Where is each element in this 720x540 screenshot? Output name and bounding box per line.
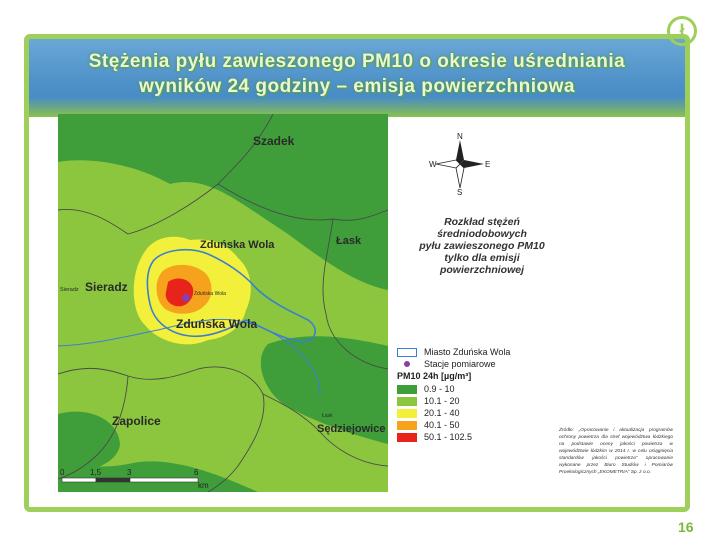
- legend-stations-label: Stacje pomiarowe: [424, 359, 496, 369]
- scale-tick-1-5: 1,5: [90, 468, 102, 477]
- legend-boundary-label: Miasto Zduńska Wola: [424, 347, 511, 357]
- place-label-szadek: Szadek: [253, 134, 295, 148]
- compass-rose-icon: [428, 132, 492, 196]
- place-label-station: Zduńska Wola: [194, 291, 226, 297]
- legend-title: [392, 216, 572, 276]
- legend-class-label: 0.9 - 10: [424, 384, 455, 394]
- page-number: 16: [678, 519, 694, 535]
- legend-station-swatch: [397, 360, 417, 369]
- legend-class-row: [397, 395, 510, 407]
- legend-title-line-2: średniodobowych: [437, 228, 527, 240]
- slide-title-line-1: Stężenia pyłu zawieszonego PM10 o okresie uśredniania: [88, 51, 626, 72]
- legend-units-label: PM10 24h [µg/m³]: [397, 371, 472, 381]
- compass-e: E: [485, 160, 491, 169]
- place-label-sedziejowice: Sędziejowice: [317, 423, 386, 435]
- compass-n: N: [457, 132, 463, 141]
- place-label-sedziejowice-small: Łask: [322, 413, 333, 419]
- compass-w: W: [429, 160, 437, 169]
- scale-tick-0: 0: [60, 468, 65, 477]
- legend-class-swatch: [397, 433, 417, 442]
- legend-class-label: 10.1 - 20: [424, 396, 460, 406]
- place-label-sieradz-small: Sieradz: [60, 287, 79, 293]
- place-label-zdunska-wola-lower: Zduńska Wola: [176, 317, 258, 331]
- slide-title: [29, 49, 685, 99]
- scale-unit: km: [198, 481, 209, 490]
- legend-boundary-swatch: [397, 348, 417, 357]
- legend-title-line-4: tylko dla emisji: [444, 252, 520, 264]
- legend-class-swatch: [397, 385, 417, 394]
- map-panel: [58, 114, 388, 492]
- station-dot-icon: [404, 361, 410, 367]
- legend-boundary-row: [397, 346, 510, 358]
- legend-class-swatch: [397, 421, 417, 430]
- legend-title-line-1: Rozkład stężeń: [444, 216, 520, 228]
- concentration-map: [58, 114, 388, 492]
- compass-s: S: [457, 188, 463, 196]
- legend-class-row: [397, 419, 510, 431]
- title-banner: [29, 39, 685, 117]
- place-label-lask: Łask: [336, 235, 362, 247]
- slide-title-line-2: wyników 24 godziny – emisja powierzchniowa: [139, 76, 575, 97]
- legend-class-label: 20.1 - 40: [424, 408, 460, 418]
- place-label-zapolice: Zapolice: [112, 414, 161, 428]
- place-label-zdunska-wola-upper: Zduńska Wola: [200, 239, 275, 251]
- legend-class-row: [397, 431, 510, 443]
- legend-class-swatch: [397, 397, 417, 406]
- place-label-sieradz: Sieradz: [85, 280, 128, 294]
- source-note: Źródło: „Opracowanie i aktualizacja programów ochrony powietrza dla stref województwa łódzkiego na podstawie oceny jakości powietrza w województwie łódzkim w 2014 r. w celu osiągnięcia standardów jakości powietrza” opracowanie wykonane przez Biuro Studiów i Pomiarów Proekologicznych „EKOMETRIA” Sp. z o.o.: [559, 428, 673, 475]
- scale-tick-3: 3: [127, 468, 132, 477]
- legend-class-row: [397, 383, 510, 395]
- map-legend: [397, 346, 510, 443]
- logo-icon: ł: [667, 16, 697, 46]
- legend-class-label: 40.1 - 50: [424, 420, 460, 430]
- legend-class-row: [397, 407, 510, 419]
- legend-title-line-5: powierzchniowej: [439, 264, 524, 276]
- legend-class-swatch: [397, 409, 417, 418]
- scale-tick-6: 6: [194, 468, 199, 477]
- legend-class-label: 50.1 - 102.5: [424, 432, 473, 442]
- legend-title-line-3: pyłu zawieszonego PM10: [419, 240, 545, 252]
- legend-stations-row: [397, 358, 510, 370]
- station-marker: [182, 294, 190, 302]
